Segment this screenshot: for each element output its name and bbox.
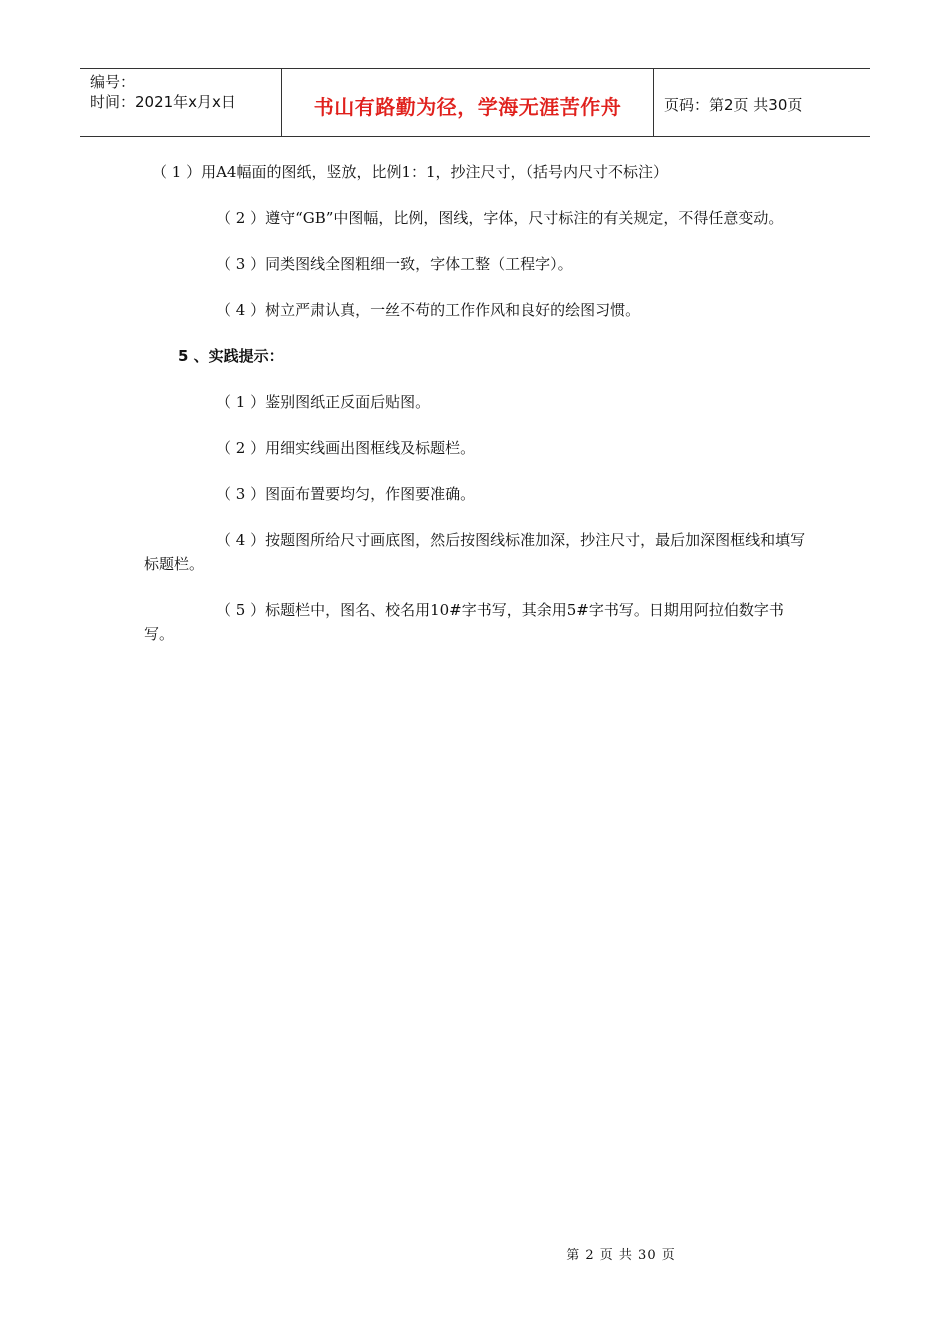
tip-1: （ 1 ）鉴别图纸正反面后贴图。 xyxy=(216,393,431,411)
serial-number-label: 编号： xyxy=(90,73,136,91)
requirement-4: （ 4 ）树立严肃认真，一丝不苟的工作作风和良好的绘图习惯。 xyxy=(216,301,641,319)
header-page-info: 页码：第2页 共30页 xyxy=(664,96,803,114)
date-label: 时间：2021年x月x日 xyxy=(90,93,236,111)
document-body xyxy=(144,160,809,646)
tip-2: （ 2 ）用细实线画出图框线及标题栏。 xyxy=(216,439,476,457)
tip-3: （ 3 ）图面布置要均匀，作图要准确。 xyxy=(216,485,476,503)
page-header xyxy=(80,68,870,137)
section-heading-practice-tips: 5 、实践提示： xyxy=(178,347,284,365)
page-footer: 第 2 页 共 30 页 xyxy=(566,1248,676,1263)
requirement-2: （ 2 ）遵守“GB”中图幅，比例，图线，字体，尺寸标注的有关规定，不得任意变动。 xyxy=(216,209,784,227)
requirement-3: （ 3 ）同类图线全图粗细一致，字体工整（工程字）。 xyxy=(216,255,573,273)
header-meta xyxy=(80,69,282,136)
tip-5: （ 5 ）标题栏中，图名、校名用10#字书写，其余用5#字书写。日期用阿拉伯数字书写。 xyxy=(144,601,784,643)
header-motto: 书山有路勤为径，学海无涯苦作舟 xyxy=(282,69,654,136)
tip-4: （ 4 ）按题图所给尺寸画底图，然后按图线标准加深，抄注尺寸，最后加深图框线和填写标题栏。 xyxy=(144,531,806,573)
requirement-1: （ 1 ）用A4幅面的图纸，竖放，比例1：1，抄注尺寸，（括号内尺寸不标注） xyxy=(152,163,669,181)
